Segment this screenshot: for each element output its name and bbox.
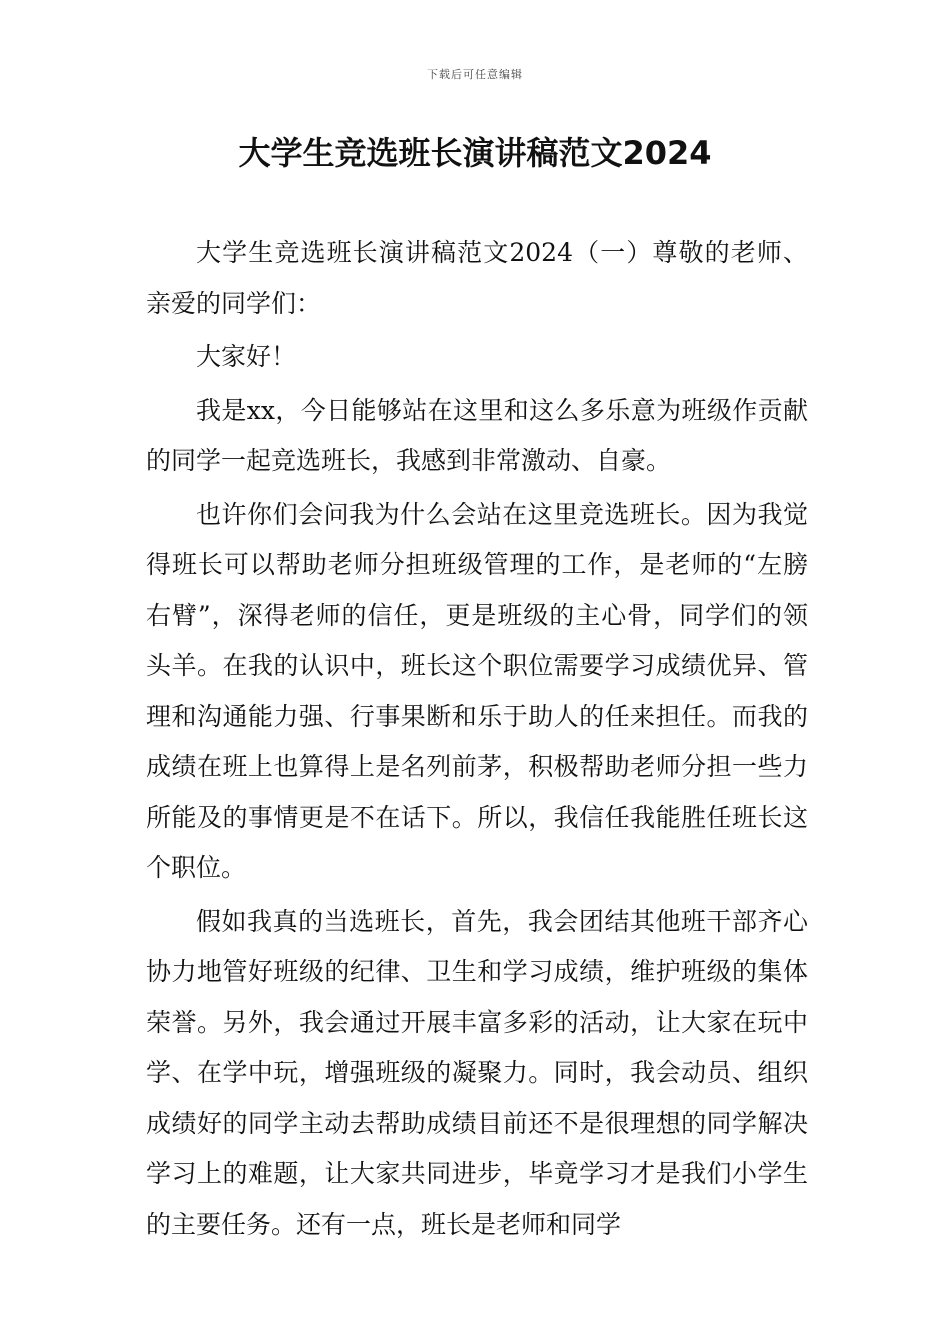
document-title: 大学生竞选班长演讲稿范文2024 — [238, 134, 712, 172]
paragraph-plan: 假如我真的当选班长，首先，我会团结其他班干部齐心协力地管好班级的纪律、卫生和学习成绩，维护班级的集体荣誉。另外，我会通过开展丰富多彩的活动，让大家在玩中学、在学中玩，增强班级的凝聚力。同时，我会动员、组织成绩好的同学主动去帮助成绩目前还不是很理想的同学解决学习上的难题，让大家共同进步，毕竟学习才是我们小学生的主要任务。还有一点，班长是老师和同学 — [146, 906, 808, 1239]
paragraph-reason: 也许你们会问我为什么会站在这里竞选班长。因为我觉得班长可以帮助老师分担班级管理的工作，是老师的“左膀右臂”，深得老师的信任，更是班级的主心骨，同学们的领头羊。在我的认识中，班长这个职位需要学习成绩优异、管理和沟通能力强、行事果断和乐于助人的任来担任。而我的成绩在班上也算得上是名列前茅，积极帮助老师分担一些力所能及的事情更是不在话下。所以，我信任我能胜任班长这个职位。 — [146, 499, 808, 882]
paragraph-greeting: 大家好！ — [196, 342, 297, 371]
document-body — [146, 228, 808, 1253]
header-note: 下载后可任意编辑 — [427, 68, 523, 81]
paragraph-introduction: 我是xx，今日能够站在这里和这么多乐意为班级作贡献的同学一起竞选班长，我感到非常激动、自豪。 — [146, 395, 808, 475]
paragraph-opening: 大学生竞选班长演讲稿范文2024（一）尊敬的老师、亲爱的同学们： — [146, 238, 808, 318]
